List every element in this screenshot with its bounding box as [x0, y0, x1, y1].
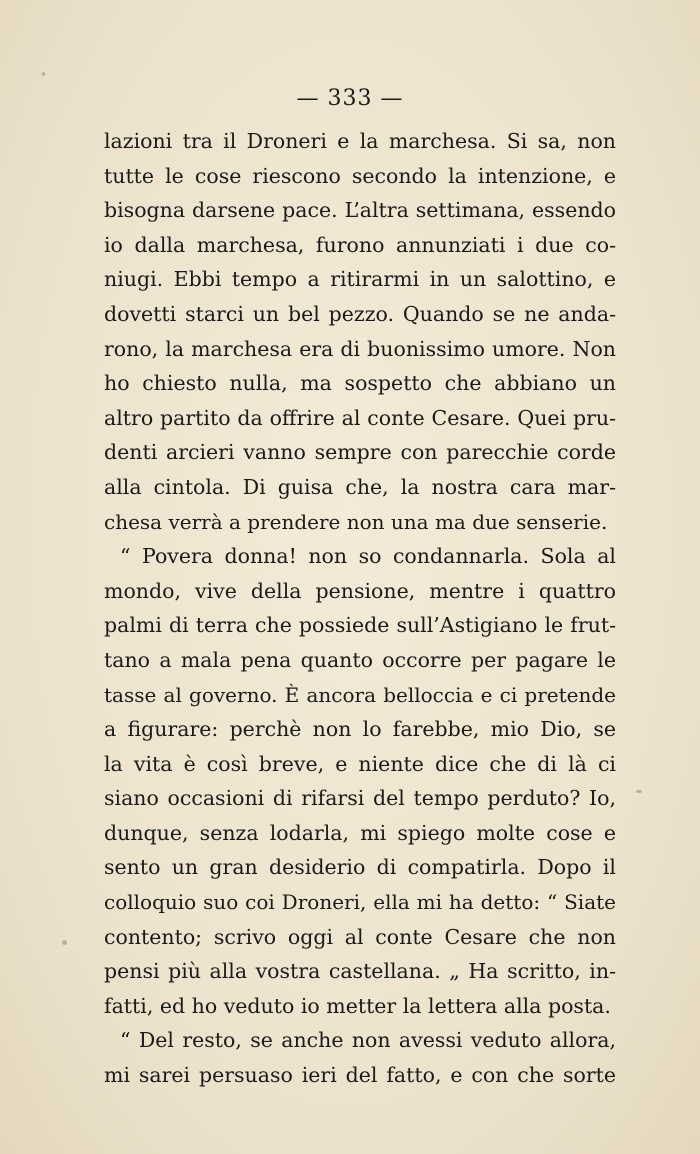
- text-line: tutte le cose riescono secondo la intenzione, e: [104, 163, 616, 188]
- text-line: denti arcieri vanno sempre con parecchie corde: [104, 440, 616, 465]
- text-line: a figurare: perchè non lo farebbe, mio Dio, se: [104, 717, 616, 742]
- text-line: niugi. Ebbi tempo a ritirarmi in un salottino, e: [104, 267, 616, 292]
- text-line: chesa verrà a prendere non una ma due senserie.: [104, 509, 608, 534]
- text-line: mondo, vive della pensione, mentre i quattro: [104, 578, 616, 603]
- text-line: “ Del resto, se anche non avessi veduto allora,: [120, 1028, 616, 1053]
- text-line: io dalla marchesa, furono annunziati i due co-: [104, 232, 616, 257]
- text-line: siano occasioni di rifarsi del tempo perduto? Io,: [104, 786, 616, 811]
- text-line: pensi più alla vostra castellana. „ Ha scritto, in-: [104, 959, 616, 984]
- body-text: [104, 124, 616, 1093]
- text-line: colloquio suo coi Droneri, ella mi ha detto: “ Siate: [104, 890, 616, 915]
- text-line: rono, la marchesa era di buonissimo umore. Non: [104, 336, 616, 361]
- text-line: dunque, senza lodarla, mi spiego molte cose e: [104, 820, 616, 845]
- text-line: mi sarei persuaso ieri del fatto, e con che sorte: [104, 1063, 616, 1088]
- paper-speck: [42, 72, 45, 76]
- page-number: — 333 —: [296, 86, 404, 111]
- paper-speck: [62, 940, 67, 945]
- text-line: la vita è così breve, e niente dice che di là ci: [104, 751, 616, 776]
- text-line: bisogna darsene pace. L’altra settimana, essendo: [104, 198, 616, 223]
- text-line: alla cintola. Di guisa che, la nostra cara mar-: [104, 474, 616, 499]
- text-line: palmi di terra che possiede sull’Astigiano le frut-: [104, 613, 616, 638]
- text-line: dovetti starci un bel pezzo. Quando se ne anda-: [104, 301, 616, 326]
- text-line: sento un gran desiderio di compatirla. Dopo il: [104, 855, 616, 880]
- text-line: altro partito da offrire al conte Cesare. Quei pru-: [104, 405, 616, 430]
- text-line: lazioni tra il Droneri e la marchesa. Si sa, non: [104, 129, 616, 153]
- paper-speck: [636, 790, 642, 793]
- text-line: ho chiesto nulla, ma sospetto che abbiano un: [104, 371, 616, 396]
- text-line: “ Povera donna! non so condannarla. Sola al: [120, 544, 616, 569]
- text-line: fatti, ed ho veduto io metter la lettera alla posta.: [104, 993, 611, 1018]
- text-line: contento; scrivo oggi al conte Cesare che non: [104, 924, 616, 949]
- text-line: tasse al governo. È ancora belloccia e ci pretende: [104, 682, 616, 707]
- text-line: tano a mala pena quanto occorre per pagare le: [104, 647, 616, 672]
